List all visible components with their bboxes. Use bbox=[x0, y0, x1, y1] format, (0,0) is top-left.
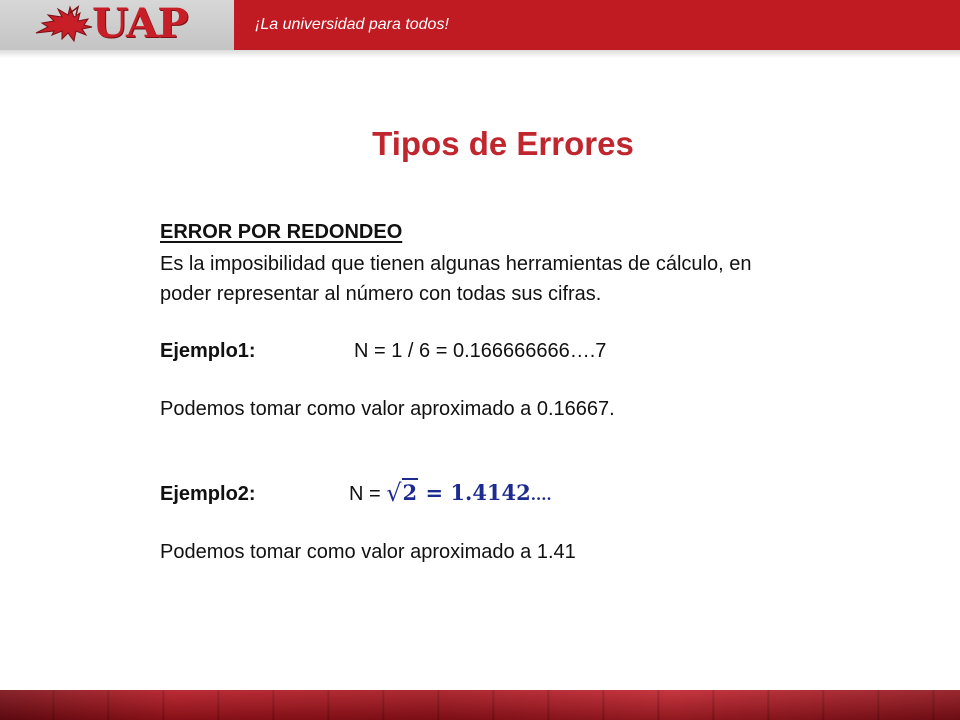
example1-label: Ejemplo1: bbox=[160, 340, 256, 362]
example1-conclusion: Podemos tomar como valor aproximado a 0.16667. bbox=[160, 398, 615, 420]
example2-formula-prefix: N = bbox=[349, 483, 381, 505]
footer-band bbox=[0, 690, 960, 720]
slide-title: Tipos de Errores bbox=[372, 125, 634, 162]
logo-wordmark: UAP bbox=[92, 0, 188, 47]
example2-conclusion: Podemos tomar como valor aproximado a 1.41 bbox=[160, 541, 576, 563]
sqrt-expression bbox=[386, 480, 551, 505]
footer-overlay bbox=[0, 690, 960, 720]
header-slogan: ¡La universidad para todos! bbox=[255, 16, 449, 33]
sqrt-result-dots: .... bbox=[530, 486, 552, 504]
example2-formula bbox=[349, 476, 552, 511]
header-bar bbox=[0, 0, 960, 50]
example2-row bbox=[160, 478, 256, 510]
sqrt-radicand: 2 bbox=[402, 480, 418, 505]
logo-panel bbox=[0, 0, 234, 50]
header-red-band bbox=[234, 0, 960, 50]
example2-label: Ejemplo2: bbox=[160, 483, 256, 505]
definition-line-2: poder representar al número con todas sus cifras. bbox=[160, 283, 602, 305]
definition-line-1: Es la imposibilidad que tienen algunas herramientas de cálculo, en bbox=[160, 253, 752, 275]
sqrt-result: = 1.4142 bbox=[425, 480, 531, 505]
example1-formula: N = 1 / 6 = 0.166666666….7 bbox=[354, 340, 607, 362]
header-shadow bbox=[0, 50, 960, 58]
section-heading: ERROR POR REDONDEO bbox=[160, 221, 403, 243]
pegasus-logo-icon bbox=[34, 3, 98, 45]
radical-sign-icon: √ bbox=[386, 479, 402, 507]
example1-row bbox=[160, 335, 256, 367]
